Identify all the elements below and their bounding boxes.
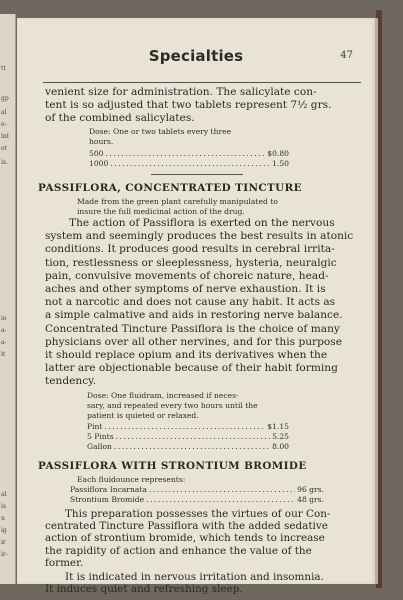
previous-page-edge xyxy=(0,14,16,584)
text-line: The action of Passiflora is exerted on the nervous xyxy=(69,217,335,229)
ingredient-amount: 96 grs. xyxy=(297,485,324,494)
price-qty: 5 Pints xyxy=(87,432,114,441)
leader-dots xyxy=(104,422,265,432)
section-divider xyxy=(151,174,243,175)
margin-fragment: tt xyxy=(1,65,6,72)
salicylate-dose xyxy=(89,127,309,147)
text-line: system and seemingly produces the best results in atonic xyxy=(45,230,354,243)
margin-fragment: al xyxy=(1,491,7,498)
section-heading-passiflora: PASSIFLORA, CONCENTRATED TINCTURE xyxy=(38,182,302,194)
dose-line: Dose: One or two tablets every three xyxy=(89,127,232,136)
text-line: It is indicated in nervous irritation and insomnia. xyxy=(65,571,324,583)
margin-fragment: a- xyxy=(1,339,7,346)
leader-dots xyxy=(110,159,270,169)
price-value: 8.00 xyxy=(272,442,289,451)
text-line: physicians over all other nervines, and for this purpose xyxy=(45,335,342,348)
leader-dots xyxy=(149,485,295,495)
text-line: centrated Tincture Passiflora with the added sedative xyxy=(45,520,328,533)
text-line: tion, restlessness or sleeplessness, hysteria, neuralgic xyxy=(45,256,337,269)
leader-dots xyxy=(116,432,270,442)
passiflora-dose xyxy=(87,391,317,421)
dose-line: sary, and repeated every two hours until the xyxy=(87,401,258,410)
leader-dots xyxy=(146,495,295,505)
strontium-description xyxy=(45,508,361,569)
passiflora-subtitle xyxy=(77,197,357,217)
ingredient-row xyxy=(70,495,324,505)
margin-fragment: is xyxy=(1,503,6,510)
text-line: venient size for administration. The salicylate con- xyxy=(45,86,317,98)
price-row xyxy=(87,432,289,442)
margin-fragment: u xyxy=(1,515,5,522)
margin-fragment: it xyxy=(1,351,6,358)
strontium-indication xyxy=(45,571,361,595)
ingredient-row xyxy=(70,485,324,495)
text-line: a simple calmative and aids in restoring nerve balance. xyxy=(45,309,343,322)
price-row xyxy=(89,149,289,159)
text-line: pain, convulsive movements of choreic nature, head- xyxy=(45,269,329,282)
section-heading-strontium: PASSIFLORA WITH STRONTIUM BROMIDE xyxy=(38,460,307,472)
price-value: $0.80 xyxy=(267,149,289,158)
text-line: of the combined salicylates. xyxy=(45,112,195,125)
text-line: tent is so adjusted that two tablets represent 7½ grs. xyxy=(45,99,332,112)
text-line: action of strontium bromide, which tends to increase xyxy=(45,532,325,545)
leader-dots xyxy=(106,149,266,159)
text-line: former. xyxy=(45,556,84,569)
price-value: $1.15 xyxy=(267,422,289,431)
text-line: it should replace opium and its derivatives when the xyxy=(45,349,328,362)
dose-line: hours. xyxy=(89,137,114,146)
page-title: Specialties xyxy=(148,47,244,65)
text-line: the rapidity of action and enhance the value of the xyxy=(45,544,312,557)
margin-fragment: a- xyxy=(1,327,7,334)
text-line: It induces quiet and refreshing sleep. xyxy=(45,583,243,596)
text-line: This preparation possesses the virtues of our Con- xyxy=(65,508,331,520)
dose-line: Dose: One fluidram, increased if neces- xyxy=(87,391,239,400)
margin-fragment: ig xyxy=(1,527,7,534)
margin-fragment: int xyxy=(1,133,10,140)
text-line: Concentrated Tincture Passiflora is the choice of many xyxy=(45,322,340,335)
text-line: aches and other symptoms of nerve exhaustion. It is xyxy=(45,283,326,296)
subtitle-line: insure the full medicinal action of the drug. xyxy=(77,207,245,216)
margin-fragment: is. xyxy=(1,159,8,166)
price-row xyxy=(89,159,289,169)
text-line: not a narcotic and does not cause any habit. It acts as xyxy=(45,296,336,309)
running-header xyxy=(17,42,375,65)
header-rule xyxy=(43,82,361,83)
price-qty: 1000 xyxy=(89,159,109,168)
price-qty: Gallon xyxy=(87,442,112,451)
text-line: tendency. xyxy=(45,375,97,388)
price-value: 5.25 xyxy=(272,432,289,441)
margin-fragment: io xyxy=(1,315,7,322)
margin-fragment: gp xyxy=(1,95,9,102)
dose-line: patient is quieted or relaxed. xyxy=(87,411,199,420)
strontium-represents: Each fluidounce represents: xyxy=(77,475,186,484)
price-value: 1.50 xyxy=(272,159,289,168)
price-row xyxy=(87,442,289,452)
text-line: conditions. It produces good results in cerebral irrita- xyxy=(45,243,335,256)
page-number: 47 xyxy=(340,50,353,61)
ingredient-amount: 48 grs. xyxy=(297,495,324,504)
book-page xyxy=(17,18,378,596)
margin-fragment: o- xyxy=(1,121,7,128)
price-qty: 500 xyxy=(89,149,104,158)
salicylate-continuation xyxy=(45,86,361,126)
ingredient-name: Passiflora Incarnata xyxy=(70,485,148,494)
leader-dots xyxy=(114,442,270,452)
subtitle-line: Made from the green plant carefully manipulated to xyxy=(77,197,278,206)
passiflora-description xyxy=(45,217,361,389)
price-row xyxy=(87,422,289,432)
margin-fragment: ir xyxy=(1,539,6,546)
margin-fragment: al xyxy=(1,109,7,116)
price-qty: Pint xyxy=(87,422,103,431)
text-line: latter are objectionable because of their habit forming xyxy=(45,362,338,375)
margin-fragment: ot xyxy=(1,145,8,152)
margin-fragment: ir- xyxy=(1,551,8,558)
ingredient-name: Strontium Bromide xyxy=(70,495,145,504)
